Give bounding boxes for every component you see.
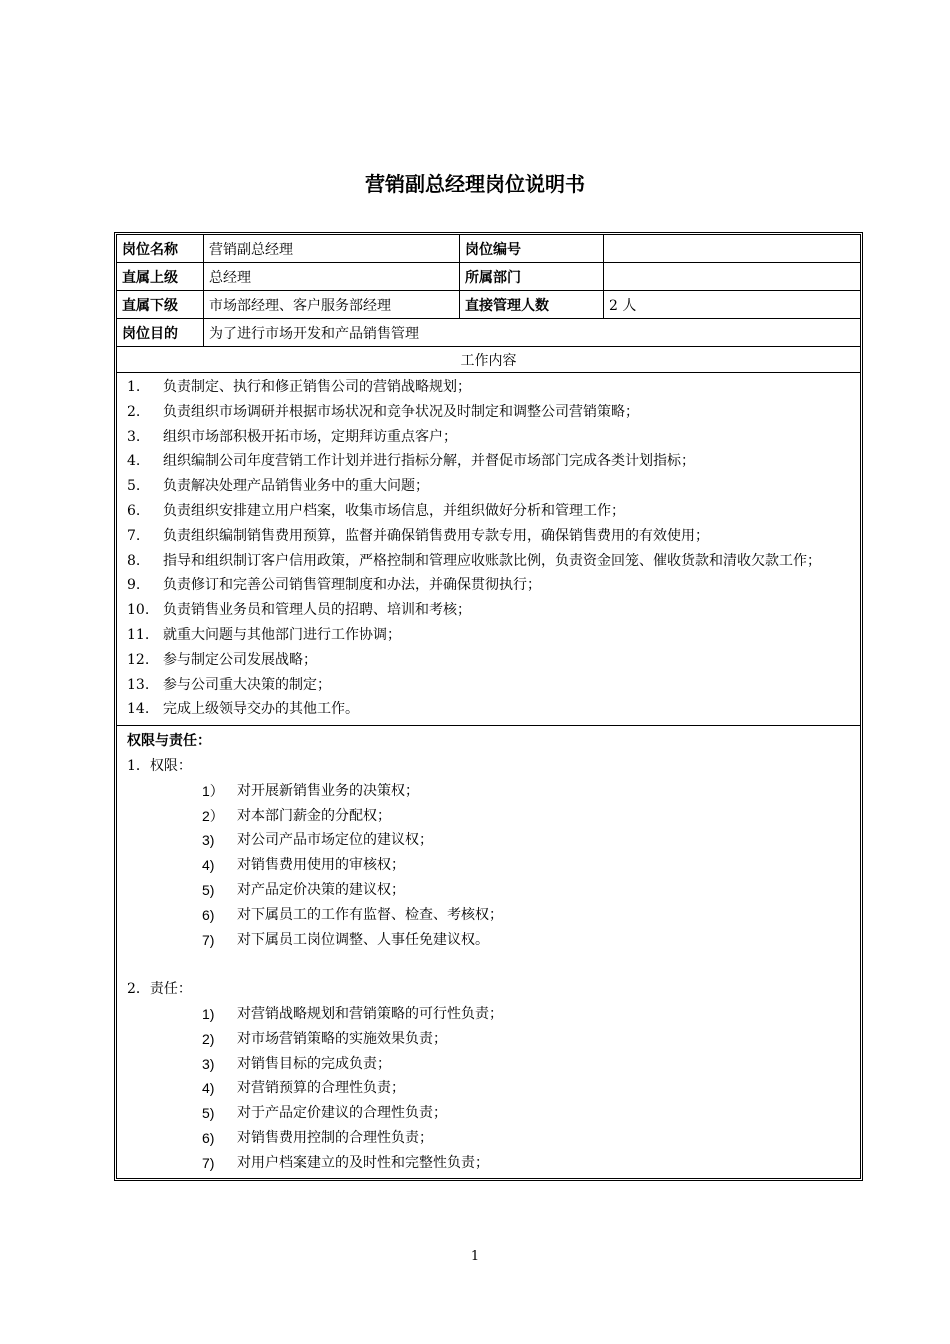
work-content-row bbox=[117, 373, 860, 726]
info-row bbox=[117, 263, 860, 291]
label-managed-count: 直接管理人数 bbox=[460, 291, 604, 318]
list-item: 4) 对营销预算的合理性负责； bbox=[202, 1080, 405, 1097]
value-position-code bbox=[604, 235, 860, 262]
list-item: 13. 参与公司重大决策的制定； bbox=[127, 676, 331, 693]
list-item: 10. 负责销售业务员和管理人员的招聘、培训和考核； bbox=[127, 602, 471, 619]
label-position-name: 岗位名称 bbox=[117, 235, 204, 262]
list-item: 4) 对销售费用使用的审核权； bbox=[202, 857, 405, 874]
list-item: 2） 对本部门薪金的分配权； bbox=[202, 807, 391, 824]
list-item: 6) 对下属员工的工作有监督、检查、考核权； bbox=[202, 906, 503, 923]
authority-header: 权限与责任： bbox=[127, 733, 211, 750]
list-item: 12. 参与制定公司发展战略； bbox=[127, 651, 317, 668]
label-direct-subordinates: 直属下级 bbox=[117, 291, 204, 318]
list-item: 11. 就重大问题与其他部门进行工作协调； bbox=[127, 626, 401, 643]
label-purpose: 岗位目的 bbox=[117, 319, 204, 346]
list-item: 4. 组织编制公司年度营销工作计划并进行指标分解，并督促市场部门完成各类计划指标； bbox=[127, 453, 695, 470]
authority-section bbox=[117, 726, 860, 1177]
list-item: 8. 指导和组织制订客户信用政策，严格控制和管理应收账款比例，负责资金回笼、催收货款和清收欠款工作； bbox=[127, 552, 821, 569]
value-direct-subordinates: 市场部经理、客户服务部经理 bbox=[204, 291, 460, 318]
authority-row bbox=[117, 726, 860, 1177]
list-item: 1) 对营销战略规划和营销策略的可行性负责； bbox=[202, 1005, 503, 1022]
list-item: 3) 对销售目标的完成负责； bbox=[202, 1055, 391, 1072]
document-title: 营销副总经理岗位说明书 bbox=[365, 172, 585, 196]
list-item: 1） 对开展新销售业务的决策权； bbox=[202, 782, 419, 799]
work-content-header: 工作内容 bbox=[460, 352, 517, 369]
list-item: 9. 负责修订和完善公司销售管理制度和办法，并确保贯彻执行； bbox=[127, 577, 541, 594]
list-item: 2) 对市场营销策略的实施效果负责； bbox=[202, 1030, 447, 1047]
list-item: 7) 对下属员工岗位调整、人事任免建议权。 bbox=[202, 931, 489, 948]
value-position-name: 营销副总经理 bbox=[204, 235, 460, 262]
label-position-code: 岗位编号 bbox=[460, 235, 604, 262]
list-item: 1. 负责制定、执行和修正销售公司的营销战略规划； bbox=[127, 379, 471, 395]
info-row bbox=[117, 235, 860, 263]
list-item: 3. 组织市场部积极开拓市场，定期拜访重点客户； bbox=[127, 428, 457, 445]
list-item: 6. 负责组织安排建立用户档案，收集市场信息，并组织做好分析和管理工作； bbox=[127, 502, 625, 519]
list-item: 3) 对公司产品市场定位的建议权； bbox=[202, 832, 433, 849]
value-purpose: 为了进行市场开发和产品销售管理 bbox=[209, 325, 419, 342]
label-department: 所属部门 bbox=[460, 263, 604, 290]
value-managed-count: 2 人 bbox=[609, 297, 637, 314]
list-item: 5) 对于产品定价建议的合理性负责； bbox=[202, 1105, 447, 1122]
value-direct-superior: 总经理 bbox=[204, 263, 460, 290]
value-department bbox=[604, 263, 860, 290]
label-direct-superior: 直属上级 bbox=[117, 263, 204, 290]
page-number: 1 bbox=[470, 1249, 480, 1264]
list-item: 14. 完成上级领导交办的其他工作。 bbox=[127, 701, 359, 718]
duties-title: 2．责任： bbox=[127, 981, 192, 998]
list-item: 5) 对产品定价决策的建议权； bbox=[202, 881, 405, 898]
job-description-table bbox=[114, 232, 863, 1181]
list-item: 7) 对用户档案建立的及时性和完整性负责； bbox=[202, 1154, 489, 1171]
rights-title: 1．权限： bbox=[127, 757, 192, 774]
purpose-row bbox=[117, 319, 860, 347]
list-item: 2. 负责组织市场调研并根据市场状况和竞争状况及时制定和调整公司营销策略； bbox=[127, 403, 639, 420]
work-header-row bbox=[117, 347, 860, 373]
list-item: 7. 负责组织编制销售费用预算，监督并确保销售费用专款专用，确保销售费用的有效使用； bbox=[127, 527, 709, 544]
info-row bbox=[117, 291, 860, 319]
list-item: 5. 负责解决处理产品销售业务中的重大问题； bbox=[127, 478, 429, 495]
work-list bbox=[117, 373, 860, 725]
list-item: 6) 对销售费用控制的合理性负责； bbox=[202, 1129, 433, 1146]
